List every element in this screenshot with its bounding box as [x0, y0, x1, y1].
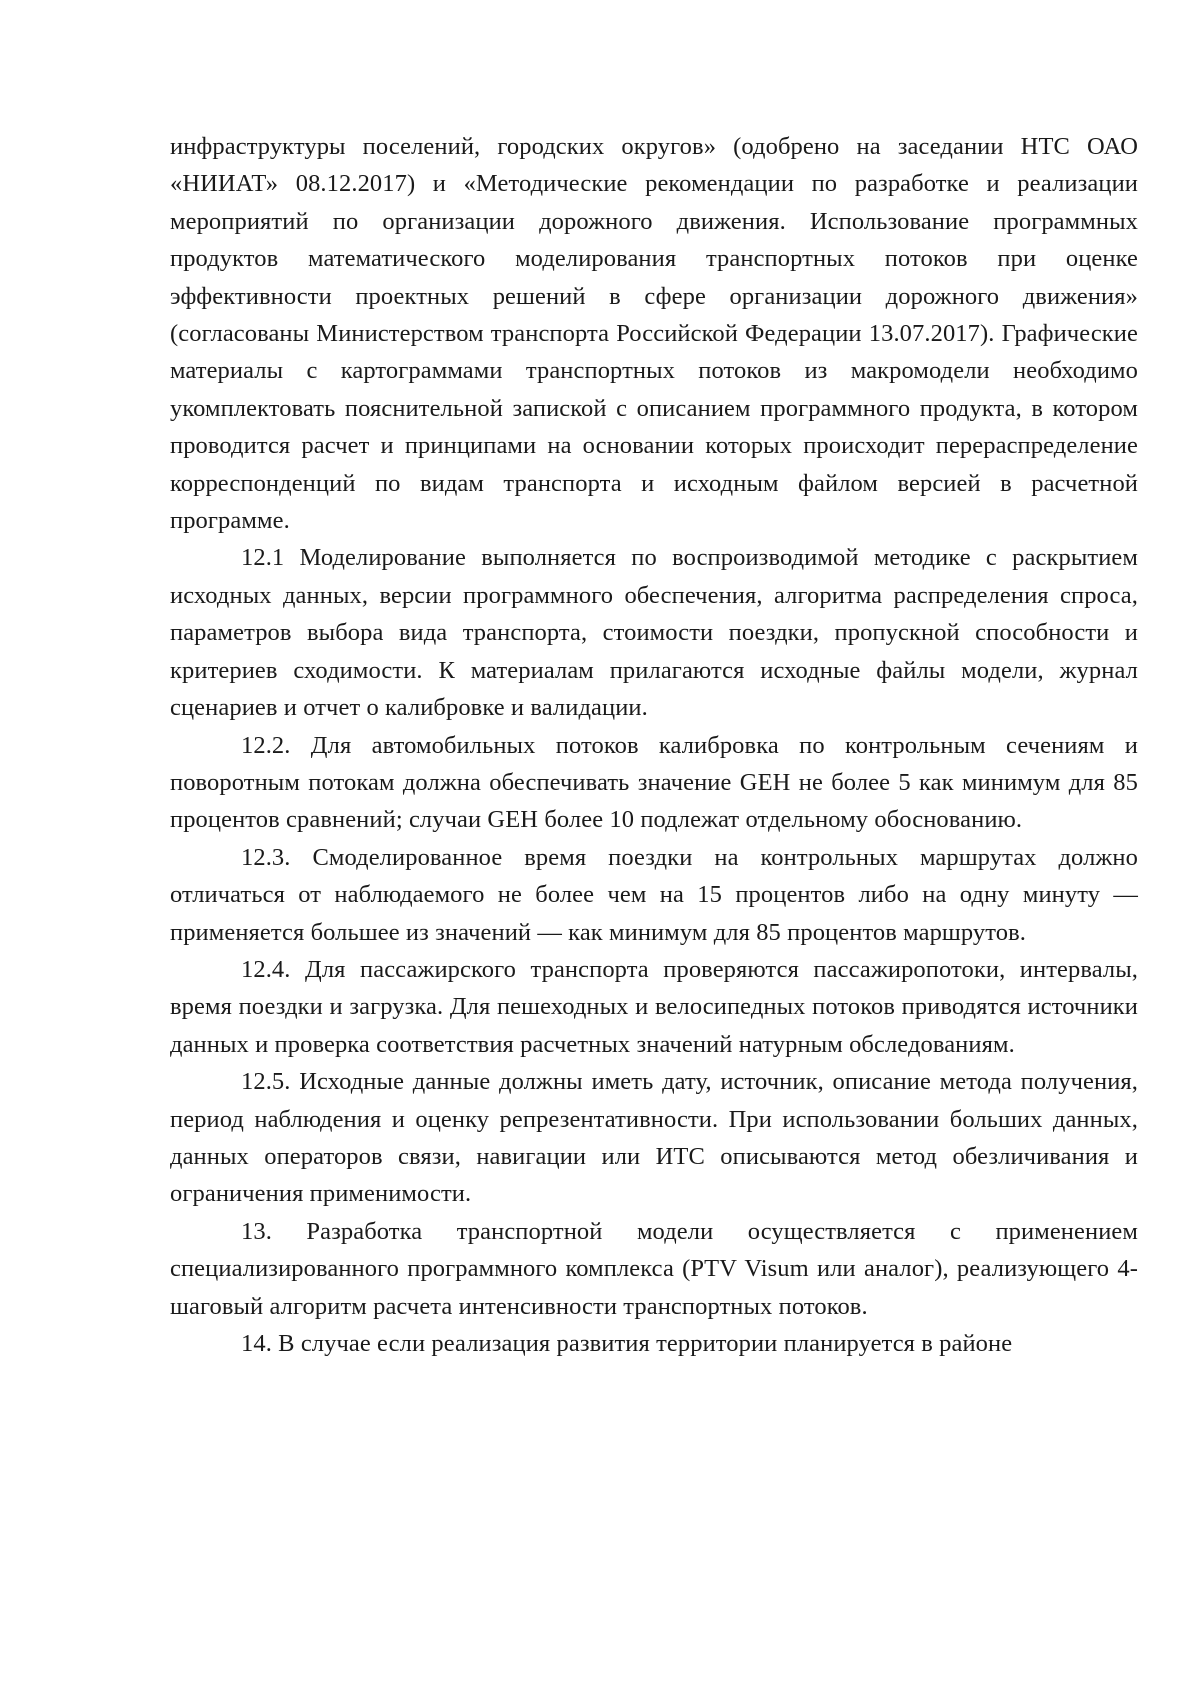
paragraph-continuation: инфраструктуры поселений, городских округов» (одобрено на заседании НТС ОАО «НИИАТ» 08.12.2017) и «Методические рекомендации по разработке и реализации мероприятий по организации дорожного движения. Использование программных продуктов математического моделирования транспортных потоков при оценке эффективности проектных решений в сфере организации дорожного движения» (согласованы Министерством транспорта Российской Федерации 13.07.2017). Графические материалы с картограммами транспортных потоков из макромодели необходимо укомплектовать пояснительной запиской с описанием программного продукта, в котором проводится расчет и принципами на основании которых происходит перераспределение корреспонденций по видам транспорта и исходным файлом версией в расчетной программе.: [170, 133, 1138, 535]
document-body: [170, 128, 1138, 1362]
paragraph-12-3: 12.3. Смоделированное время поездки на контрольных маршрутах должно отличаться от наблюдаемого не более чем на 15 процентов либо на одну минуту — применяется большее из значений — как минимум для 85 процентов маршрутов.: [170, 843, 1138, 946]
paragraph-12-1: 12.1 Моделирование выполняется по воспроизводимой методике с раскрытием исходных данных, версии программного обеспечения, алгоритма распределения спроса, параметров выбора вида транспорта, стоимости поездки, пропускной способности и критериев сходимости. К материалам прилагаются исходные файлы модели, журнал сценариев и отчет о калибровке и валидации.: [170, 544, 1138, 722]
paragraph-12-4: 12.4. Для пассажирского транспорта проверяются пассажиропотоки, интервалы, время поездки и загрузка. Для пешеходных и велосипедных потоков приводятся источники данных и проверка соответствия расчетных значений натурным обследованиям.: [170, 955, 1138, 1058]
paragraph-14: 14. В случае если реализация развития территории планируется в районе: [241, 1330, 1013, 1357]
paragraph-12-5: 12.5. Исходные данные должны иметь дату, источник, описание метода получения, период наблюдения и оценку репрезентативности. При использовании больших данных, данных операторов связи, навигации или ИТС описываются метод обезличивания и ограничения применимости.: [170, 1068, 1138, 1208]
paragraph-13: 13. Разработка транспортной модели осуществляется с применением специализированного программного комплекса (PTV Visum или аналог), реализующего 4-шаговый алгоритм расчета интенсивности транспортных потоков.: [170, 1217, 1138, 1320]
paragraph-12-2: 12.2. Для автомобильных потоков калибровка по контрольным сечениям и поворотным потокам должна обеспечивать значение GEH не более 5 как минимум для 85 процентов сравнений; случаи GEH более 10 подлежат отдельному обоснованию.: [170, 731, 1138, 834]
